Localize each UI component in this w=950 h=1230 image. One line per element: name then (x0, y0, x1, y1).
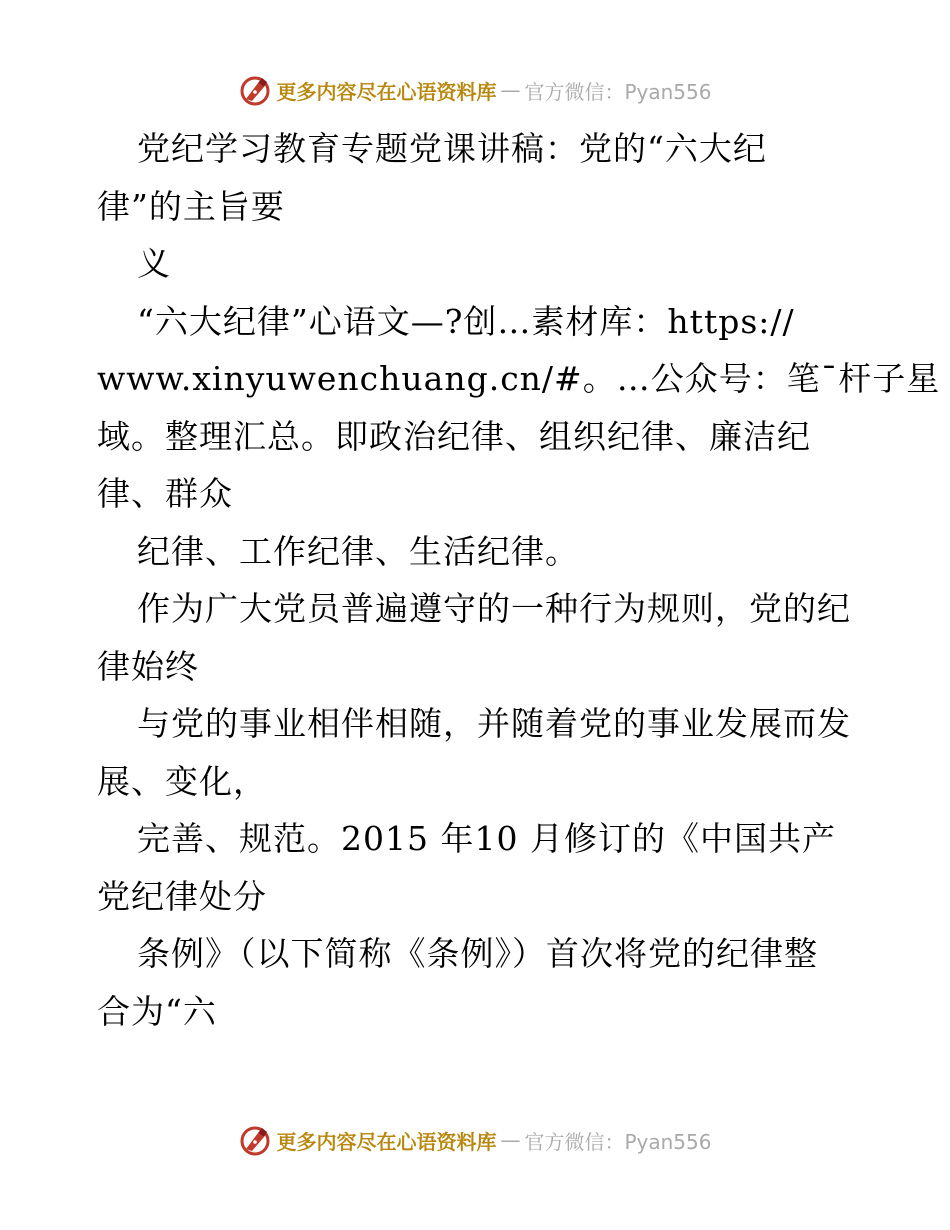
banner-site-name: 更多内容尽在心语资料库 (276, 79, 497, 104)
text-line: 党纪学习教育专题党课讲稿：党的“六大纪 (137, 129, 767, 168)
text-line: 合为“六 (97, 991, 217, 1031)
header-watermark-banner (0, 70, 950, 110)
banner-content (238, 1123, 711, 1157)
banner-dash: — (500, 78, 521, 102)
banner-dash: — (500, 1128, 521, 1152)
text-line: 律、群众 (97, 474, 233, 513)
banner-wechat-id: 官方微信：Pyan556 (524, 1129, 712, 1154)
pen-nib-logo-icon (238, 73, 272, 107)
text-line: 域。整理汇总。即政治纪律、组织纪律、廉洁纪 (97, 416, 811, 456)
banner-wechat-id: 官方微信：Pyan556 (524, 79, 712, 104)
text-line: 义 (137, 244, 171, 283)
footer-watermark-banner (0, 1120, 950, 1160)
banner-content (238, 73, 711, 107)
text-line: 与党的事业相伴相随，并随着党的事业发展而发 (137, 704, 851, 743)
text-line: www.xinyuwenchuang.cn/#。…公众号：笔¯杆子星 (97, 359, 941, 398)
text-line: “六大纪律”心语文—?创…素材库：https:// (137, 301, 795, 341)
pen-nib-logo-icon (238, 1123, 272, 1157)
text-line: 条例》（以下简称《条例》）首次将党的纪律整 (137, 934, 818, 973)
text-line: 作为广大党员普遍遵守的一种行为规则，党的纪 (137, 589, 851, 628)
text-line: 律”的主旨要 (97, 186, 285, 226)
banner-site-name: 更多内容尽在心语资料库 (276, 1129, 497, 1154)
text-line: 律始终 (97, 646, 199, 686)
text-line: 展、变化， (97, 761, 267, 801)
text-line: 纪律、工作纪律、生活纪律。 (137, 531, 579, 571)
text-line: 党纪律处分 (97, 876, 267, 916)
document-body (97, 120, 941, 1040)
text-line: 完善、规范。2015 年10 月修订的《中国共产 (137, 819, 836, 858)
